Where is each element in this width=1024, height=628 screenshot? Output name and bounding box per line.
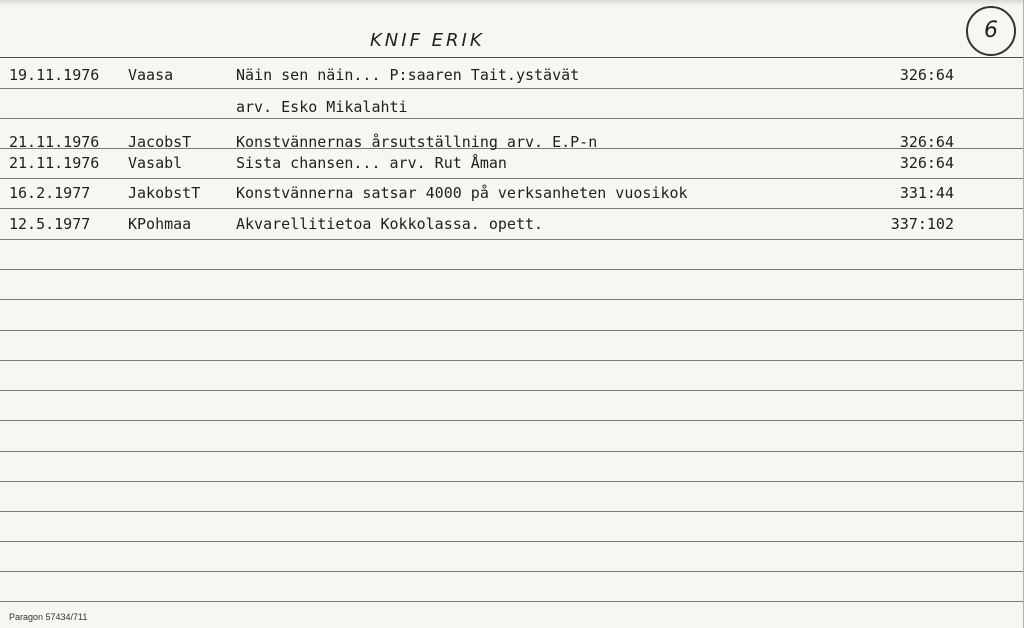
entry-place: JacobsT [128, 133, 192, 151]
entry-text: Akvarellitietoa Kokkolassa. opett. [236, 215, 544, 233]
card-number: 6 [966, 6, 1016, 56]
entry-text: Näin sen näin... P:saaren Tait.ystävät [236, 66, 580, 84]
rule-line [0, 178, 1024, 179]
card-footer: Paragon 57434/711 [9, 612, 88, 622]
entry-ref: 331:44 [899, 184, 954, 202]
entry-date: 12.5.1977 [9, 215, 91, 233]
entry-row [0, 181, 1024, 205]
entry-date: 21.11.1976 [9, 154, 100, 172]
rule-line [0, 239, 1024, 240]
rule-line [0, 299, 1024, 300]
rule-line [0, 390, 1024, 391]
entry-date: 16.2.1977 [9, 184, 91, 202]
rule-line [0, 511, 1024, 512]
entry-place: Vasabl [128, 154, 183, 172]
entry-ref: 326:64 [899, 133, 954, 151]
rule-line [0, 571, 1024, 572]
entry-text: Konstvännerna satsar 4000 på verksanheten vuosikok [236, 184, 688, 202]
entry-text: Konstvännernas årsutställning arv. E.P-n [236, 133, 598, 151]
rule-line [0, 57, 1024, 58]
entry-row [0, 212, 1024, 236]
rule-line [0, 481, 1024, 482]
rule-line [0, 330, 1024, 331]
rule-line [0, 601, 1024, 602]
card-title: KNIF ERIK [370, 30, 485, 51]
rule-line [0, 208, 1024, 209]
entry-ref: 337:102 [890, 215, 954, 233]
rule-line [0, 451, 1024, 452]
rule-line [0, 269, 1024, 270]
rule-line [0, 360, 1024, 361]
card-top-edge [0, 0, 1024, 6]
entry-ref: 326:64 [899, 154, 954, 172]
entry-text: Sista chansen... arv. Rut Åman [236, 154, 507, 172]
entry-row [0, 63, 1024, 87]
entry-place: Vaasa [128, 66, 174, 84]
rule-line [0, 541, 1024, 542]
entry-place: JakobstT [128, 184, 201, 202]
entry-date: 21.11.1976 [9, 133, 100, 151]
rule-line [0, 420, 1024, 421]
entry-date: 19.11.1976 [9, 66, 100, 84]
entry-ref: 326:64 [899, 66, 954, 84]
entry-text: arv. Esko Mikalahti [236, 98, 408, 116]
entry-place: KPohmaa [128, 215, 192, 233]
rule-line [0, 88, 1024, 89]
entry-row [0, 151, 1024, 175]
entry-row [0, 95, 1024, 119]
